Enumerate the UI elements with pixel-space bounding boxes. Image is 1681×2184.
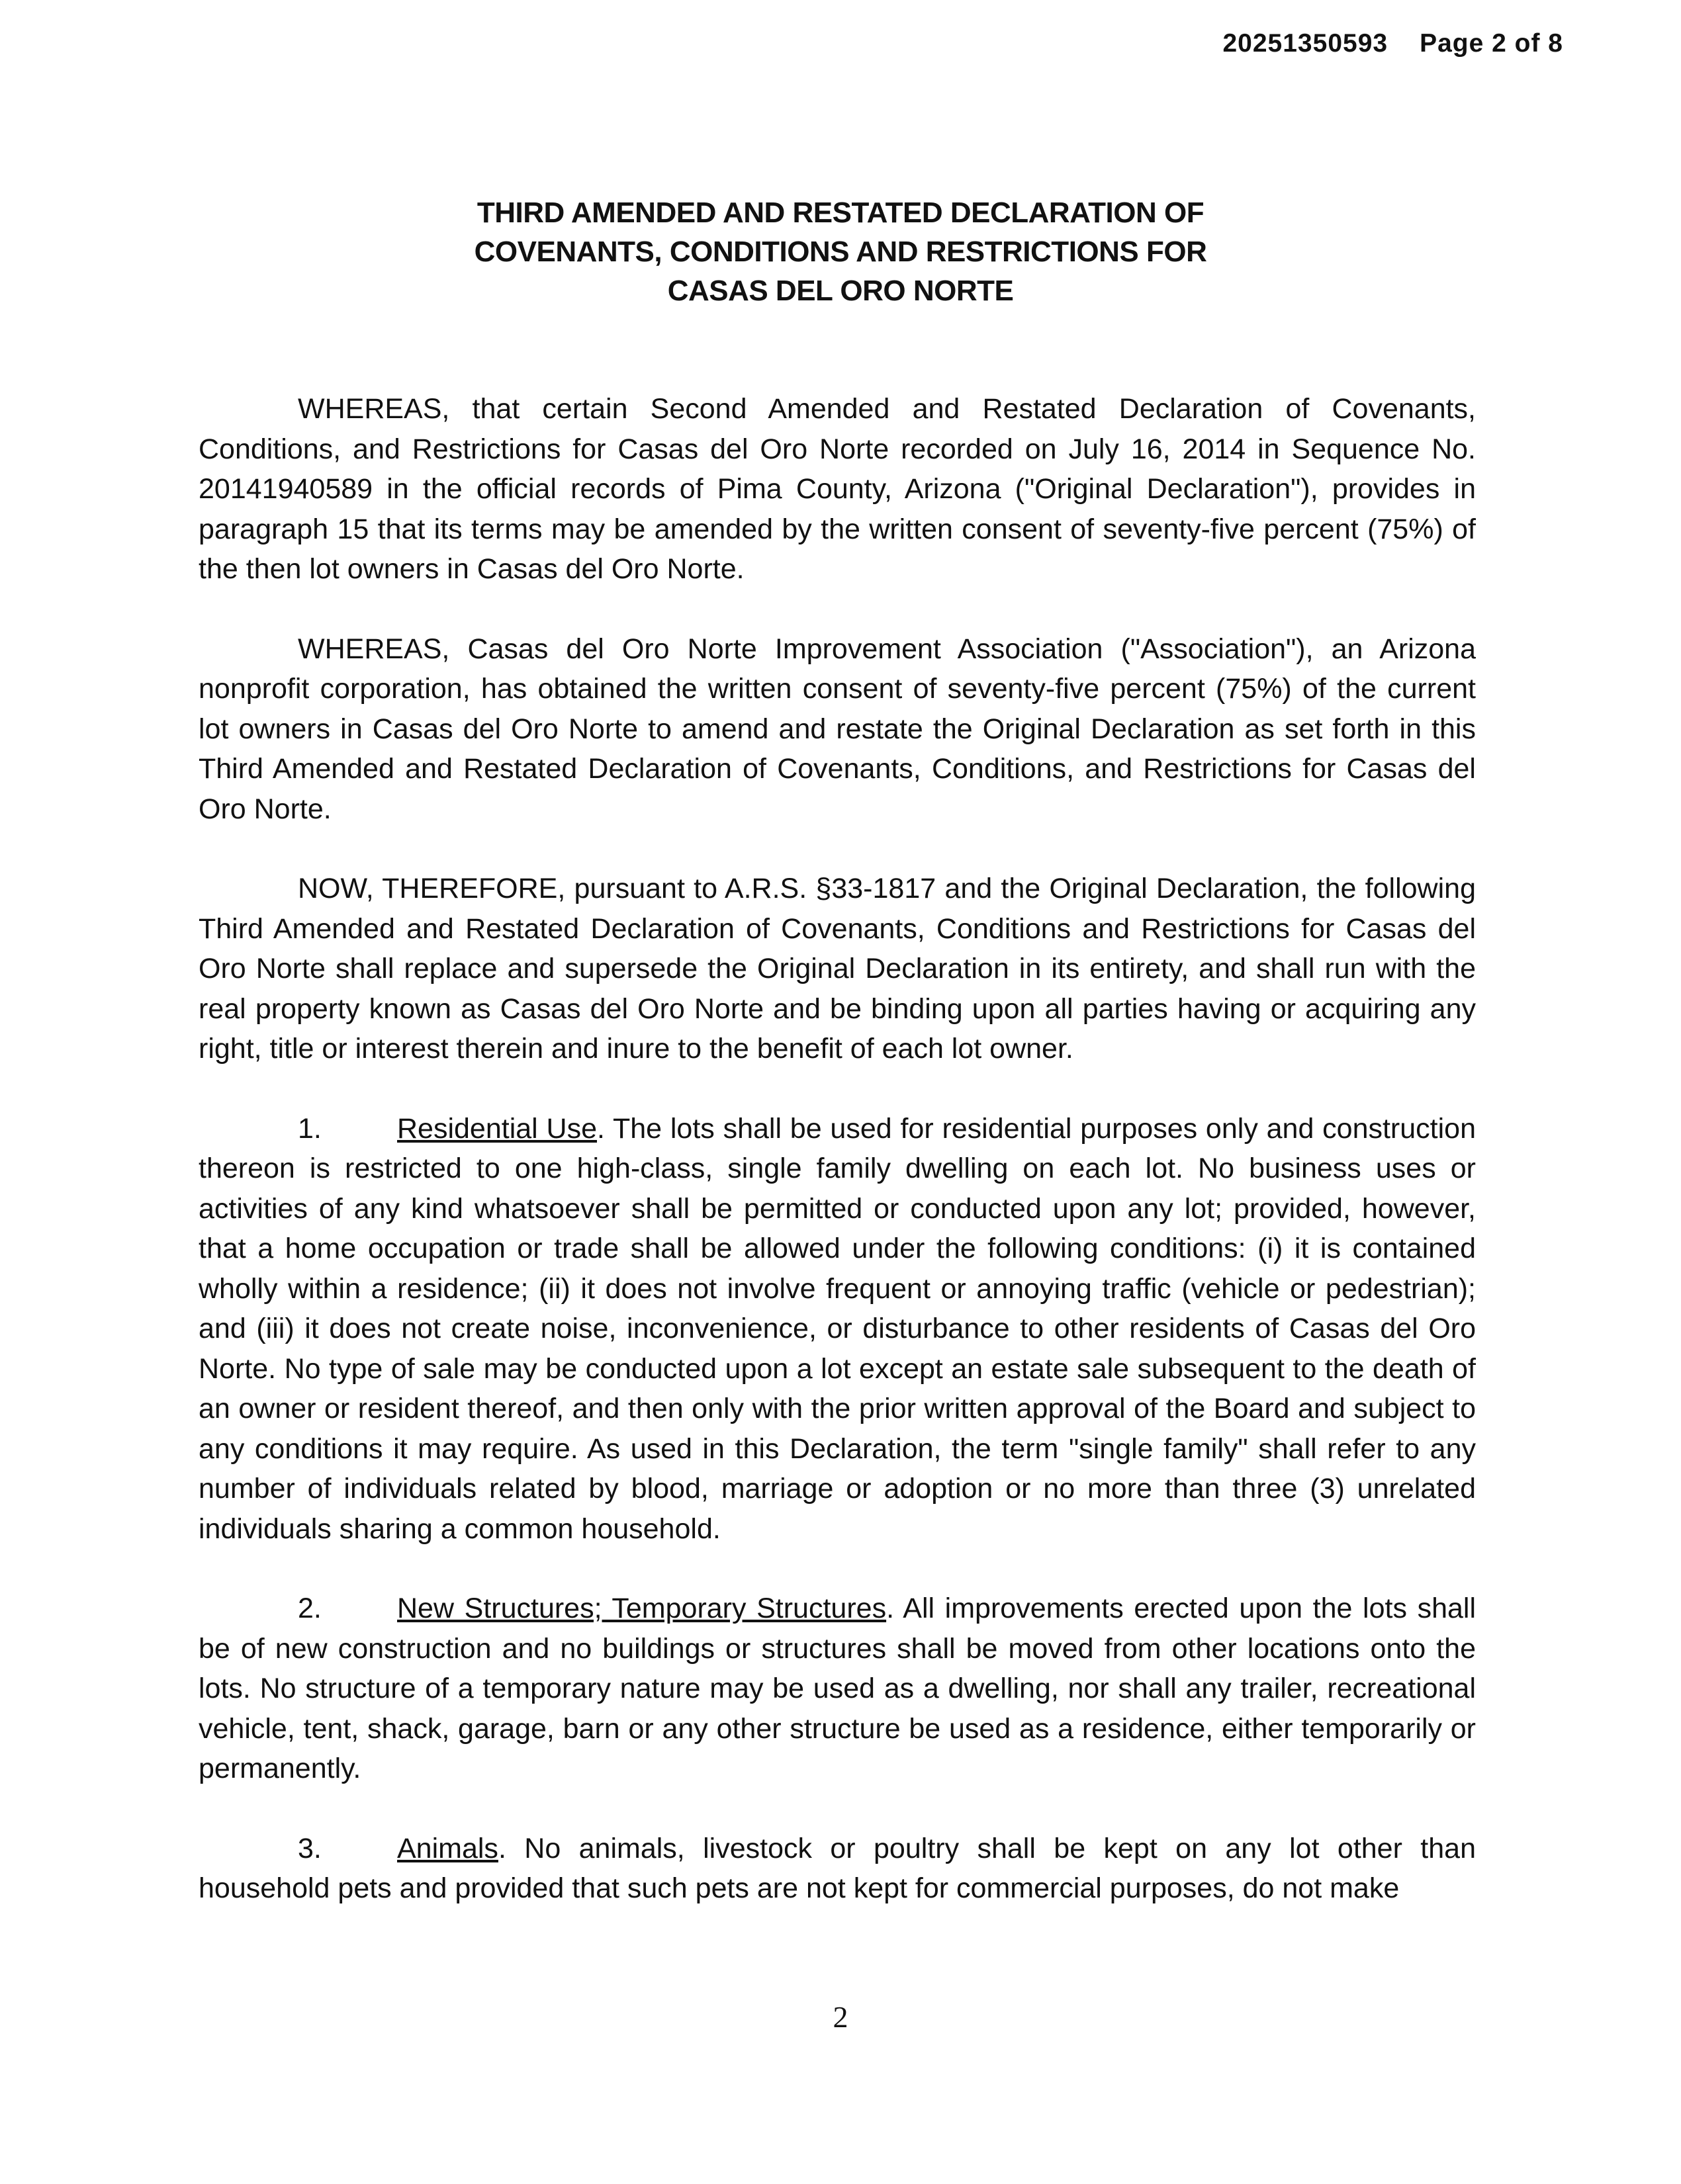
document-body [199, 389, 1476, 1909]
document-number: 20251350593 [1222, 29, 1388, 58]
section-number: 3. [298, 1832, 322, 1864]
page-indicator: Page 2 of 8 [1420, 29, 1563, 58]
document-title [0, 193, 1681, 310]
section-number: 1. [298, 1112, 322, 1145]
resolution-paragraph: NOW, THEREFORE, pursuant to A.R.S. §33-1817 and the Original Declaration, the following Third Amended and Restated Declaration of Covenants, Conditions and Restrictions for Casas del Oro Norte shall replace and supersede the Original Declaration in its entirety, and shall run with the real property known as Casas del Oro Norte and be binding upon all parties having or acquiring any right, title or interest therein and inure to the benefit of each lot owner. [199, 873, 1476, 1065]
section-text: . The lots shall be used for residential purposes only and construction thereon is restricted to one high-class, single family dwelling on each lot. No business uses or activities of any kind whatsoever shall be permitted or conducted upon any lot; provided, however, that a home occupation or trade shall be allowed under the following conditions: (i) it is contained wholly within a residence; (ii) it does not involve frequent or annoying traffic (vehicle or pedestrian); and (iii) it does not create noise, inconvenience, or disturbance to other residents of Casas del Oro Norte. No type of sale may be conducted upon a lot except an estate sale subsequent to the death of an owner or resident thereof, and then only with the prior written approval of the Board and subject to any conditions it may require. As used in this Declaration, the term "single family" shall refer to any number of individuals related by blood, marriage or adoption or no more than three (3) unrelated individuals sharing a common household. [199, 1112, 1476, 1545]
recital-paragraph: WHEREAS, Casas del Oro Norte Improvement Association ("Association"), an Arizona nonprofit corporation, has obtained the written consent of seventy-five percent (75%) of the current lot owners in Casas del Oro Norte to amend and restate the Original Declaration as set forth in this Third Amended and Restated Declaration of Covenants, Conditions, and Restrictions for Casas del Oro Norte. [199, 633, 1476, 825]
page-number: 2 [833, 2000, 848, 2034]
section-number: 2. [298, 1593, 322, 1624]
recital-paragraph: WHEREAS, that certain Second Amended and Restated Declaration of Covenants, Conditions, and Restrictions for Casas del Oro Norte recorded on July 16, 2014 in Sequence No. 20141940589 in the official records of Pima County, Arizona ("Original Declaration"), provides in paragraph 15 that its terms may be amended by the written consent of seventy-five percent (75%) of the then lot owners in Casas del Oro Norte. [199, 393, 1476, 585]
section-heading: Animals [397, 1832, 498, 1864]
section-animals [199, 1829, 1476, 1909]
section-new-structures [199, 1589, 1476, 1789]
section-residential-use [199, 1109, 1476, 1550]
section-text: . All improvements erected upon the lots shall be of new construction and no buildings or structures shall be moved from other locations onto the lots. No structure of a temporary nature may be used as a dwelling, nor shall any trailer, recreational vehicle, tent, shack, garage, barn or any other structure be used as a residence, either temporarily or permanently. [199, 1593, 1476, 1784]
title-line-2: COVENANTS, CONDITIONS AND RESTRICTIONS FOR [474, 236, 1207, 268]
title-line-1: THIRD AMENDED AND RESTATED DECLARATION OF [477, 197, 1204, 229]
section-text: . No animals, livestock or poultry shall be kept on any lot other than household pets and provided that such pets are not kept for commercial purposes, do not make [199, 1832, 1476, 1904]
title-line-3: CASAS DEL ORO NORTE [667, 275, 1014, 307]
section-heading: New Structures; Temporary Structures [397, 1593, 887, 1624]
section-heading: Residential Use [397, 1112, 597, 1145]
recording-stamp [1222, 29, 1563, 58]
